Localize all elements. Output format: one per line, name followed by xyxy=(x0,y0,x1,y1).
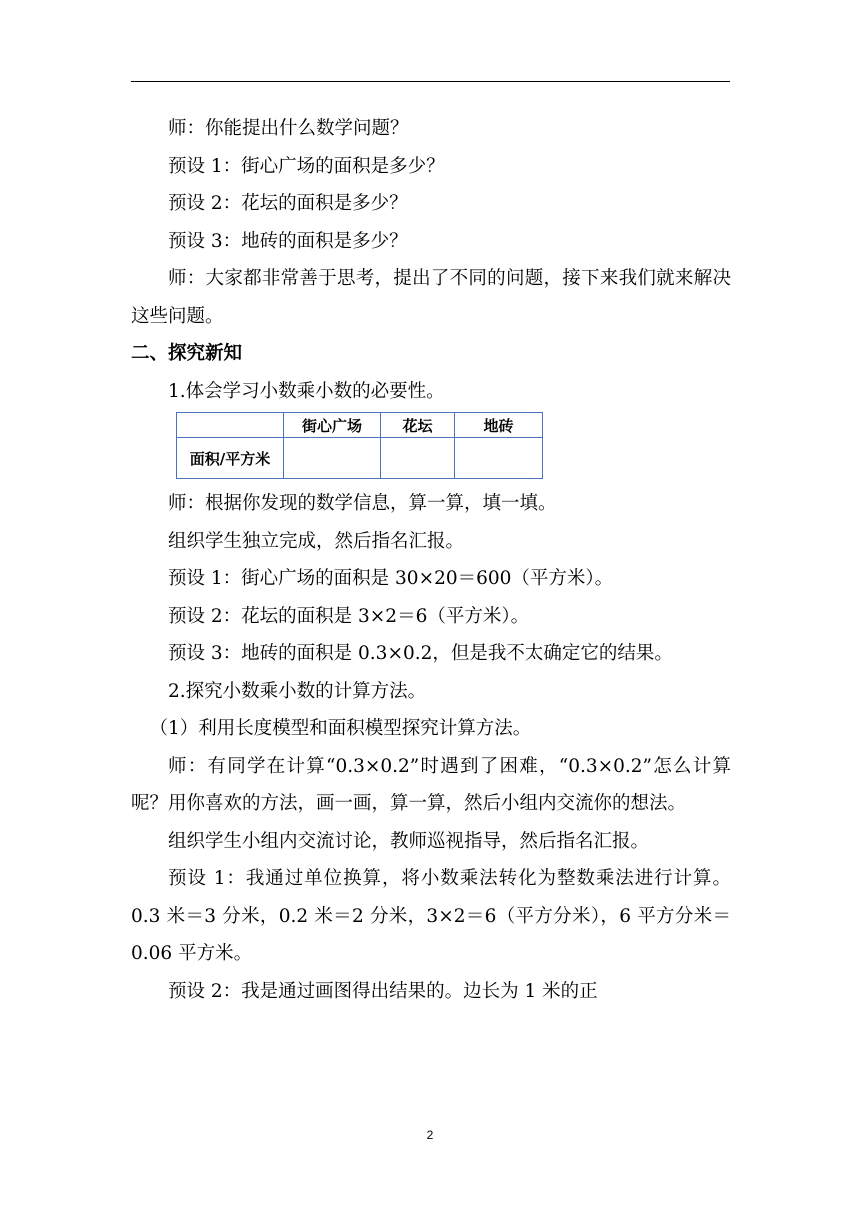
paragraph: 师：你能提出什么数学问题？ xyxy=(168,118,409,139)
table-header-cell: 街心广场 xyxy=(284,413,381,438)
page-number: 2 xyxy=(426,1128,434,1142)
paragraph: 师：大家都非常善于思考，提出了不同的问题，接下来我们就来解决这些问题。 xyxy=(131,268,731,327)
paragraph: 预设 1：我通过单位换算，将小数乘法转化为整数乘法进行计算。0.3 米＝3 分米，0.2 米＝2 分米，3×2＝6（平方分米），6 平方分米＝0.06 平方米。 xyxy=(131,868,731,964)
table-header-cell: 花坛 xyxy=(381,413,455,438)
header-rule xyxy=(131,81,730,82)
paragraph: 预设 1：街心广场的面积是 30×20＝600（平方米）。 xyxy=(168,568,614,589)
step-heading: 1.体会学习小数乘小数的必要性。 xyxy=(168,380,445,402)
sub-step-heading: （1）利用长度模型和面积模型探究计算方法。 xyxy=(149,718,532,739)
paragraph: 预设 1：街心广场的面积是多少？ xyxy=(168,155,445,177)
table-row xyxy=(177,438,543,479)
paragraph: 组织学生小组内交流讨论，教师巡视指导，然后指名汇报。 xyxy=(168,830,650,852)
area-table xyxy=(176,412,543,479)
table-row-label: 面积/平方米 xyxy=(177,438,284,479)
step-heading: 2.探究小数乘小数的计算方法。 xyxy=(168,680,427,702)
section-heading: 二、探究新知 xyxy=(131,343,243,364)
paragraph: 预设 2：我是通过画图得出结果的。边长为 1 米的正 xyxy=(168,980,598,1002)
paragraph: 师：有同学在计算“0.3×0.2”时遇到了困难，“0.3×0.2”怎么计算呢？用你喜欢的方法，画一画，算一算，然后小组内交流你的想法。 xyxy=(131,755,731,814)
table-cell xyxy=(381,438,455,479)
document-body xyxy=(131,110,731,1010)
paragraph: 预设 2：花坛的面积是 3×2＝6（平方米）。 xyxy=(168,605,530,627)
table-header-row xyxy=(177,413,543,438)
table-cell xyxy=(455,438,543,479)
table-header-cell xyxy=(177,413,284,438)
paragraph: 师：根据你发现的数学信息，算一算，填一填。 xyxy=(168,493,557,514)
paragraph: 预设 3：地砖的面积是多少？ xyxy=(168,230,408,252)
table-cell xyxy=(284,438,381,479)
paragraph: 预设 3：地砖的面积是 0.3×0.2，但是我不太确定它的结果。 xyxy=(168,643,673,664)
table-header-cell: 地砖 xyxy=(455,413,543,438)
paragraph: 组织学生独立完成，然后指名汇报。 xyxy=(168,530,465,552)
paragraph: 预设 2：花坛的面积是多少？ xyxy=(168,193,408,214)
